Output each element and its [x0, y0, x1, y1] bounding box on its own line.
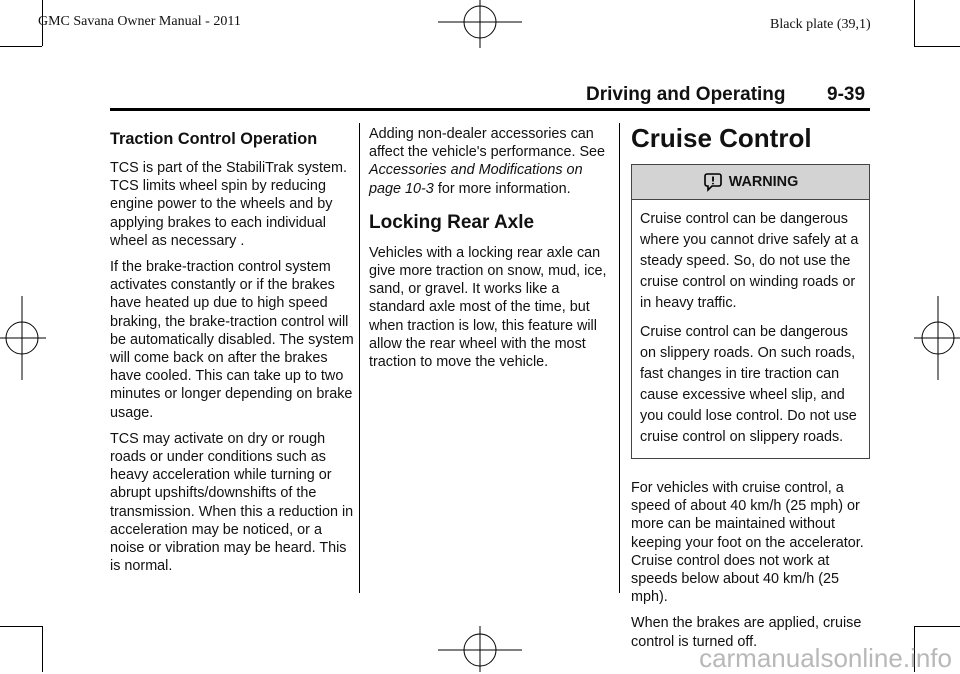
column-left	[110, 125, 354, 583]
watermark: carmanualsonline.info	[699, 643, 952, 673]
paragraph: If the brake-traction control system activates constantly or if the brakes have heated up due to high speed braking, the brake-traction control will be automatically disabled. The system will come back on after the brakes have cooled. This can take up to two minutes or longer depending on brake usage.	[110, 259, 354, 421]
page-number: 9-39	[827, 84, 866, 105]
registration-mark-icon	[438, 626, 522, 672]
column-divider	[359, 123, 360, 593]
crop-mark	[0, 626, 42, 627]
paragraph-text: Adding non-dealer accessories can affect the vehicle's performance. See	[369, 126, 606, 161]
warning-header	[632, 165, 869, 200]
heading-traction-control: Traction Control Operation	[110, 130, 318, 148]
registration-mark-icon	[438, 0, 522, 48]
column-divider	[619, 123, 620, 593]
warning-box	[631, 164, 870, 459]
crop-mark	[914, 46, 960, 47]
paragraph: For vehicles with cruise control, a speed of about 40 km/h (25 mph) or more can be maintained without keeping your foot on the accelerator. Cruise control does not work at speeds below about 40 km/h (25 mph).	[631, 480, 864, 606]
crop-mark	[42, 626, 43, 672]
registration-mark-icon	[0, 296, 46, 380]
warning-icon	[703, 172, 723, 192]
warning-paragraph: Cruise control can be dangerous where you cannot drive safely at a steady speed. So, do not use the cruise control on winding roads or in heavy traffic.	[640, 211, 859, 311]
warning-paragraph: Cruise control can be dangerous on slippery roads. On such roads, fast changes in tire traction can cause excessive wheel slip, and you could lose control. Do not use cruise control on slippery roads.	[640, 324, 857, 445]
column-middle	[369, 125, 609, 379]
paragraph	[369, 125, 609, 198]
paragraph: When the brakes are applied, cruise control is turned off.	[631, 615, 862, 650]
crop-mark	[914, 0, 915, 46]
column-right	[631, 125, 870, 659]
heading-locking-rear-axle: Locking Rear Axle	[369, 211, 535, 233]
paragraph: TCS may activate on dry or rough roads or under conditions such as heavy acceleration while turning or abrupt upshifts/downshifts of the transmission. When this a reduction in acceleration may be noticed, or a noise or vibration may be heard. This is normal.	[110, 430, 354, 575]
warning-title: WARNING	[728, 174, 799, 190]
print-header-plate: Black plate (39,1)	[770, 17, 871, 32]
cross-reference-link[interactable]: Accessories and Modifications on page 10-3	[369, 162, 583, 197]
section-title: Driving and Operating	[586, 84, 786, 105]
paragraph: TCS is part of the StabiliTrak system. TCS limits wheel spin by reducing engine power to the wheels and by applying brakes to each individual wheel as necessary .	[110, 160, 347, 249]
paragraph-text: for more information.	[433, 180, 571, 197]
warning-body	[632, 200, 869, 458]
heading-cruise-control: Cruise Control	[631, 123, 812, 153]
print-header-title: GMC Savana Owner Manual - 2011	[38, 14, 241, 29]
registration-mark-icon	[914, 296, 960, 380]
header-rule	[110, 108, 870, 111]
paragraph: Vehicles with a locking rear axle can give more traction on snow, mud, ice, sand, or gravel. It works like a standard axle most of the time, but when traction is low, this feature will allow the rear wheel with the most traction to move the vehicle.	[369, 244, 607, 371]
crop-mark	[0, 46, 42, 47]
crop-mark	[914, 626, 960, 627]
